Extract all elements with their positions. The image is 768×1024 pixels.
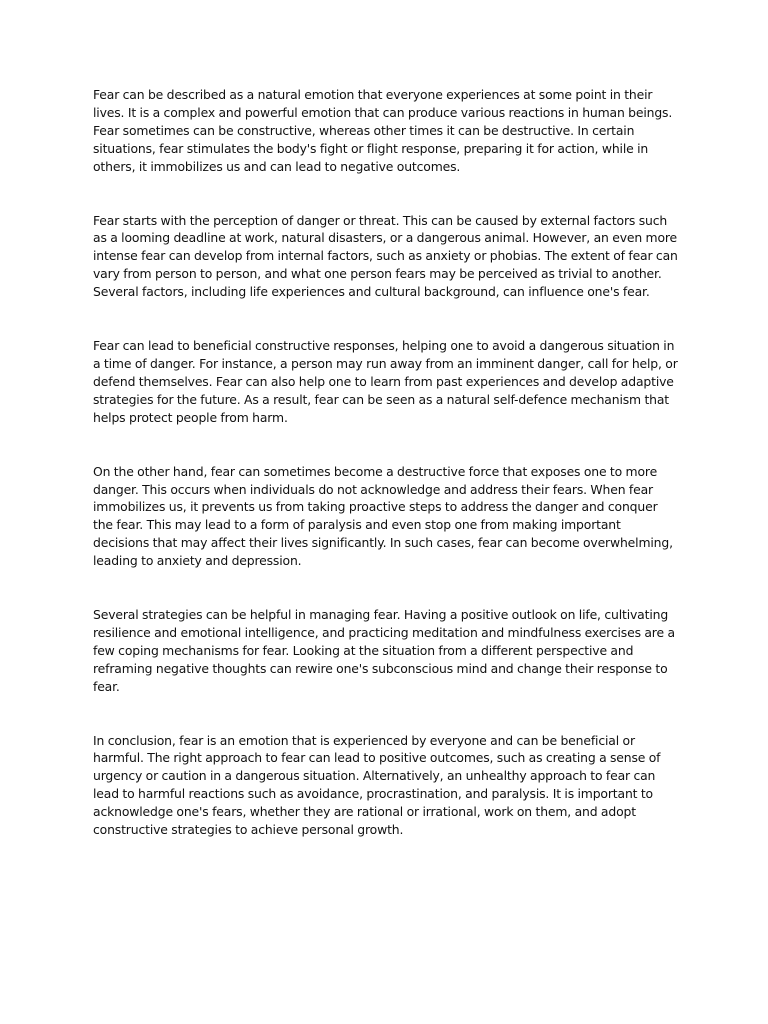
paragraph-conclusion: In conclusion, fear is an emotion that is experienced by everyone and can be beneficial or harmful. The right approach to fear can lead to positive outcomes, such as creating a sense of urgency or caution in a dangerous situation. Alternatively, an unhealthy approach to fear can lead to harmful reactions such as avoidance, procrastination, and paralysis. It is important to acknowledge one's fears, whether they are rational or irrational, work on them, and adopt constructive strategies to achieve personal growth. (93, 732, 661, 838)
paragraph-intro: Fear can be described as a natural emotion that everyone experiences at some point in their lives. It is a complex and powerful emotion that can produce various reactions in human beings. Fear sometimes can be constructive, whereas other times it can be destructive. In certain situations, fear stimulates the body's fight or flight response, preparing it for action, while in others, it immobilizes us and can lead to negative outcomes. (93, 87, 673, 174)
paragraph-destructive: On the other hand, fear can sometimes become a destructive force that exposes one to more danger. This occurs when individuals do not acknowledge and address their fears. When fear immobilizes us, it prevents us from taking proactive steps to address the danger and conquer the fear. This may lead to a form of paralysis and even stop one from making important decisions that may affect their lives significantly. In such cases, fear can become overwhelming, leading to anxiety and depression. (93, 463, 673, 569)
paragraph-strategies: Several strategies can be helpful in managing fear. Having a positive outlook on life, cultivating resilience and emotional intelligence, and practicing meditation and mindfulness exercises are a few coping mechanisms for fear. Looking at the situation from a different perspective and reframing negative thoughts can rewire one's subconscious mind and change their response to fear. (93, 607, 675, 694)
paragraph-constructive: Fear can lead to beneficial constructive responses, helping one to avoid a dangerous situation in a time of danger. For instance, a person may run away from an imminent danger, call for help, or defend themselves. Fear can also help one to learn from past experiences and develop adaptive strategies for the future. As a result, fear can be seen as a natural self-defence mechanism that helps protect people from harm. (93, 338, 678, 425)
paragraph-perception: Fear starts with the perception of danger or threat. This can be caused by external factors such as a looming deadline at work, natural disasters, or a dangerous animal. However, an even more intense fear can develop from internal factors, such as anxiety or phobias. The extent of fear can vary from person to person, and what one person fears may be perceived as trivial to another. Several factors, including life experiences and cultural background, can influence one's fear. (93, 212, 678, 300)
document-body (93, 86, 679, 839)
